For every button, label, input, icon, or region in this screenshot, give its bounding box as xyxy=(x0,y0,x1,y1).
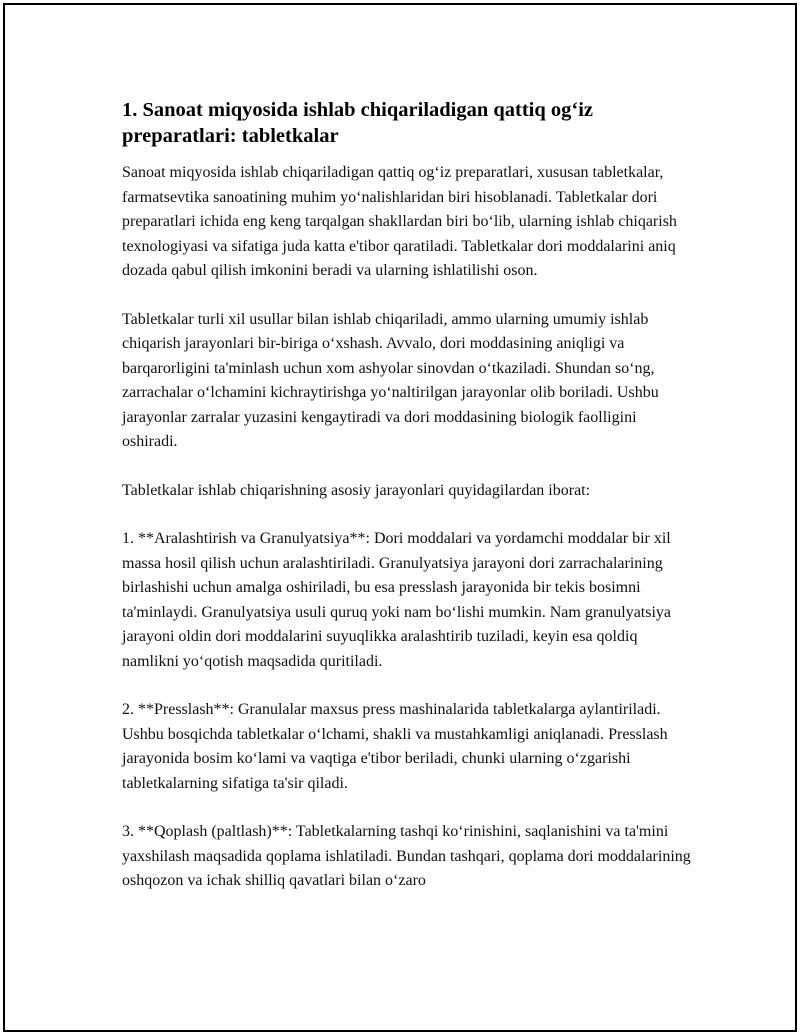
list-item-pressing: 2. **Presslash**: Granulalar maxsus press mashinalarida tabletkalarga aylantiriladi. Ushbu bosqichda tabletkalar o‘lchami, shakli va mustahkamligi aniqlanadi. Presslash jarayonida bosim ko‘lami va vaqtiga e'tibor beriladi, chunki ularning o‘zgarishi tabletkalarning sifatiga ta'sir qiladi. xyxy=(122,701,668,792)
list-item-coating: 3. **Qoplash (paltlash)**: Tabletkalarning tashqi ko‘rinishini, saqlanishini va ta'mini yaxshilash maqsadida qoplama ishlatiladi. Bundan tashqari, qoplama dori moddalarining oshqozon va ichak shilliq qavatlari bilan o‘zaro xyxy=(122,823,691,889)
paragraph-list-intro: Tabletkalar ishlab chiqarishning asosiy jarayonlari quyidagilardan iborat: xyxy=(122,481,591,499)
page-border xyxy=(3,3,797,1032)
paragraph-methods: Tabletkalar turli xil usullar bilan ishlab chiqariladi, ammo ularning umumiy ishlab chiqarish jarayonlari bir-biriga o‘xshash. Avvalo, dori moddasining aniqligi va barqarorligini ta'minlash uchun xom ashyolar sinovdan o‘tkaziladi. Shundan so‘ng, zarrachalar o‘lchamini kichraytirishga yo‘naltirilgan jarayonlar olib boriladi. Ushbu jarayonlar zarralar yuzasini kengaytiradi va dori moddasining biologik faolligini oshiradi. xyxy=(122,310,659,450)
section-heading: 1. Sanoat miqyosida ishlab chiqariladigan qattiq og‘iz preparatlari: tabletkalar xyxy=(122,99,594,147)
paragraph-intro: Sanoat miqyosida ishlab chiqariladigan qattiq og‘iz preparatlari, xususan tabletkalar, farmatsevtika sanoatining muhim yo‘nalishlaridan biri hisoblanadi. Tabletkalar dori preparatlari ichida eng keng tarqalgan shakllardan biri bo‘lib, ularning ishlab chiqarish texnologiyasi va sifatiga juda katta e'tibor qaratiladi. Tabletkalar dori moddalarini aniq dozada qabul qilish imkonini beradi va ularning ishlatilishi oson. xyxy=(122,164,677,279)
document-body xyxy=(122,97,692,894)
list-item-mixing-granulation: 1. **Aralashtirish va Granulyatsiya**: Dori moddalari va yordamchi moddalar bir xil massa hosil qilish uchun aralashtiriladi. Granulyatsiya jarayoni dori zarrachalarining birlashishi uchun amalga oshiriladi, bu esa presslash jarayonida bir tekis bosimni ta'minlaydi. Granulyatsiya usuli quruq yoki nam bo‘lishi mumkin. Nam granulyatsiya jarayoni oldin dori moddalarini suyuqlikka aralashtirib tuziladi, keyin esa qoldiq namlikni yo‘qotish maqsadida quritiladi. xyxy=(122,530,672,670)
